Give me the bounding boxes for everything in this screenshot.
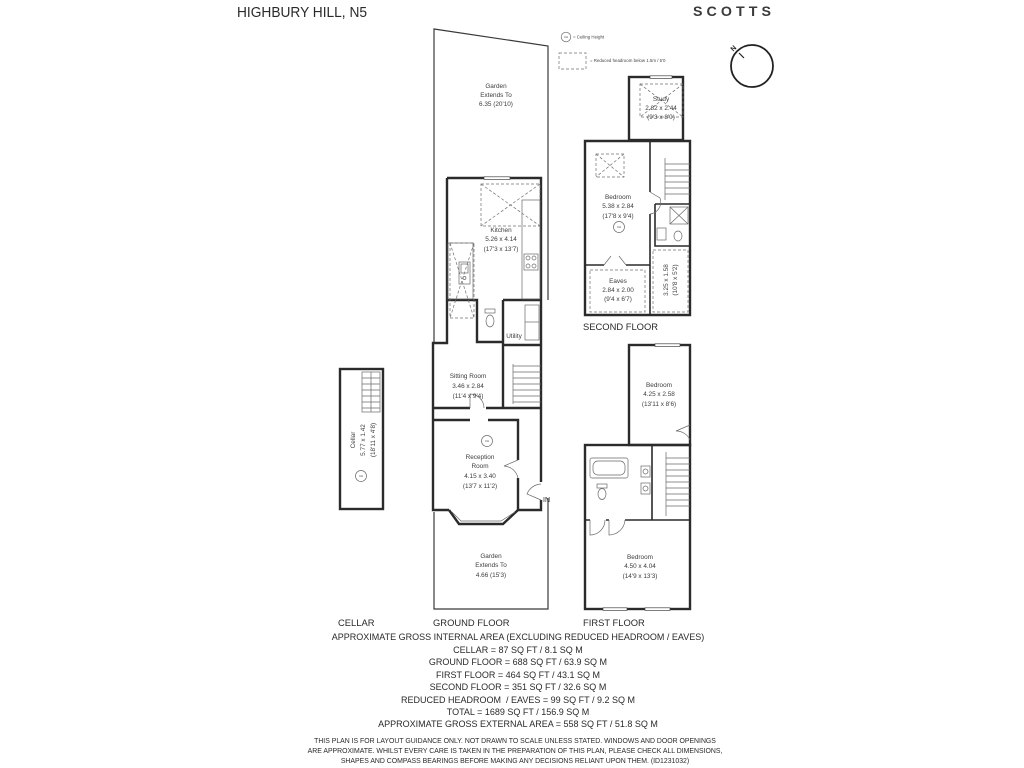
kitchen-metric: 5.26 x 4.14 — [485, 236, 517, 243]
second-floor-bedroom-metric: 5.38 x 2.84 — [602, 203, 634, 210]
front-bedroom-name: Bedroom — [627, 554, 653, 561]
sitting-room-metric: 3.46 x 2.84 — [452, 383, 484, 390]
utility-units — [525, 305, 539, 340]
front-bedroom-doors — [590, 520, 625, 535]
legend — [559, 32, 666, 69]
bathroom-toilet — [597, 484, 607, 500]
cellar-ceiling-symbol: CH — [358, 474, 364, 478]
kitchen-imperial: (17'3 x 13'7) — [483, 246, 519, 253]
compass-north-label: N — [729, 44, 739, 54]
first-floor-stairs — [666, 452, 690, 516]
reception-room-name-2: Room — [471, 463, 489, 470]
kitchen-counter-left — [448, 243, 473, 299]
second-floor-label: SECOND FLOOR — [583, 321, 659, 332]
entrance-marker: IN — [543, 497, 550, 504]
disclaimer — [308, 738, 723, 765]
compass-north-tick — [739, 53, 744, 58]
kitchen-reduced-headroom — [450, 243, 474, 318]
rear-bedroom-metric: 4.25 x 2.58 — [643, 391, 675, 398]
study-imperial: (9'3 x 8'0) — [647, 114, 675, 121]
study-name: Study — [652, 96, 670, 103]
ground-floor-plan — [433, 29, 550, 628]
eaves-doors — [604, 256, 626, 265]
sitting-room-imperial: (11'4 x 9'4) — [452, 393, 484, 400]
brand-logo: SCOTTS — [693, 3, 775, 19]
legend-ch-symbol: CH — [563, 35, 569, 39]
area-summary — [332, 632, 704, 729]
reception-room-name: Reception — [465, 454, 495, 461]
area-heading: APPROXIMATE GROSS INTERNAL AREA (EXCLUDING REDUCED HEADROOM / EAVES) — [331, 632, 705, 642]
reception-ceiling-symbol: CH — [484, 439, 490, 443]
rear-bedroom-window — [655, 344, 680, 347]
wc-toilet — [485, 309, 495, 327]
front-bedroom-metric: 4.50 x 4.04 — [624, 563, 656, 570]
property-title: HIGHBURY HILL, N5 — [237, 4, 367, 21]
compass-ring — [731, 45, 773, 87]
utility-name: Utility — [506, 333, 522, 340]
legend-ceiling-height-text: = Ceiling Height — [573, 34, 605, 40]
second-floor-stairs — [665, 158, 690, 200]
rear-garden-name: Garden — [485, 83, 507, 90]
reception-room-imperial: (13'7 x 11'2) — [462, 483, 498, 490]
area-line: SECOND FLOOR = 351 SQ FT / 32.6 SQ M — [429, 682, 607, 692]
front-bedroom-window-right — [645, 608, 670, 611]
front-garden-extends: Extends To — [475, 562, 507, 569]
bedroom-skylight — [596, 154, 624, 177]
kitchen-sink — [459, 262, 470, 284]
disclaimer-line: THIS PLAN IS FOR LAYOUT GUIDANCE ONLY. NOT DRAWN TO SCALE UNLESS STATED. WINDOWS AND DOOR OPENINGS — [314, 738, 716, 745]
bathroom-sinks — [641, 466, 650, 494]
kitchen-skylight — [481, 184, 540, 226]
rear-garden-size: 6.35 (20'10) — [479, 101, 513, 108]
area-line: REDUCED HEADROOM / EAVES = 99 SQ FT / 9.2 SQ M — [401, 695, 635, 705]
disclaimer-line: ARE APPROXIMATE. WHILST EVERY CARE IS TAKEN IN THE PREPARATION OF THIS PLAN, PLEASE CHECK ALL DIMENSIONS, — [307, 748, 723, 755]
second-floor-ceiling-symbol: CH — [616, 225, 622, 229]
kitchen-counter-right — [522, 200, 540, 299]
ground-floor-stairs — [513, 364, 541, 404]
rear-bedroom-imperial: (13'11 x 8'6) — [641, 401, 677, 408]
side-eaves-imperial: (10'8 x 5'2) — [672, 264, 679, 296]
side-eaves-reduced-headroom — [653, 250, 688, 312]
area-line: CELLAR = 87 SQ FT / 8.1 SQ M — [453, 645, 583, 655]
first-floor-internal-walls — [585, 445, 690, 520]
front-bedroom-imperial: (14'9 x 13'3) — [622, 573, 658, 580]
area-line: APPROXIMATE GROSS EXTERNAL AREA = 558 SQ FT / 51.8 SQ M — [378, 719, 658, 729]
front-garden-size: 4.66 (15'3) — [475, 572, 507, 579]
rear-bedroom-door — [676, 425, 690, 440]
bay-window-glazing — [452, 512, 515, 521]
second-floor-plan — [583, 76, 690, 332]
study-metric: 2.82 x 2.44 — [645, 105, 677, 112]
cellar-stairs — [362, 372, 380, 412]
kitchen-window — [484, 177, 510, 180]
rear-bedroom-name: Bedroom — [646, 382, 672, 389]
second-floor-bedroom-imperial: (17'8 x 9'4) — [602, 213, 634, 220]
eaves-metric: 2.84 x 2.00 — [602, 287, 634, 294]
header — [237, 3, 775, 21]
legend-reduced-headroom-text: = Reduced headroom below 1.5m / 5'0 — [590, 58, 666, 63]
front-bedroom-window-left — [603, 608, 627, 611]
rear-garden-extends: Extends To — [480, 92, 512, 99]
area-line: GROUND FLOOR = 688 SQ FT / 63.9 SQ M — [428, 657, 608, 667]
study-window — [650, 76, 672, 79]
cellar-plan — [338, 369, 383, 628]
cellar-floor-label: CELLAR — [338, 617, 375, 628]
side-eaves-metric: 3.25 x 1.58 — [663, 264, 670, 296]
first-floor-label: FIRST FLOOR — [583, 617, 645, 628]
first-floor-plan — [583, 344, 690, 628]
rear-garden-boundary — [434, 29, 548, 343]
area-line: TOTAL = 1689 SQ FT / 156.9 SQ M — [446, 707, 590, 717]
sitting-room-name: Sitting Room — [449, 373, 487, 380]
compass — [730, 45, 773, 87]
ground-floor-label: GROUND FLOOR — [433, 617, 510, 628]
kitchen-hob — [524, 254, 538, 270]
front-door — [527, 484, 541, 500]
shower-room-fittings — [657, 207, 688, 241]
second-floor-bedroom-name: Bedroom — [605, 194, 631, 201]
eaves-name: Eaves — [609, 278, 627, 285]
reception-room-metric: 4.15 x 3.40 — [464, 473, 496, 480]
kitchen-name: Kitchen — [490, 227, 512, 234]
front-garden-name: Garden — [480, 553, 502, 560]
reduced-headroom-swatch — [559, 53, 586, 69]
first-floor-walls — [585, 445, 690, 609]
cellar-room-name: Cellar — [350, 431, 357, 449]
disclaimer-line: SHAPES AND COMPASS BEARINGS BEFORE MAKING ANY DECISIONS RELIANT UPON THEM. (ID1231032) — [340, 758, 690, 765]
area-line: FIRST FLOOR = 464 SQ FT / 43.1 SQ M — [436, 670, 600, 680]
cellar-room-imperial: (18'11 x 4'8) — [370, 422, 377, 458]
reception-door — [504, 460, 518, 478]
bathroom-bath — [590, 458, 628, 478]
cellar-room-metric: 5.77 x 1.42 — [360, 424, 367, 456]
eaves-imperial: (9'4 x 6'7) — [604, 296, 632, 303]
